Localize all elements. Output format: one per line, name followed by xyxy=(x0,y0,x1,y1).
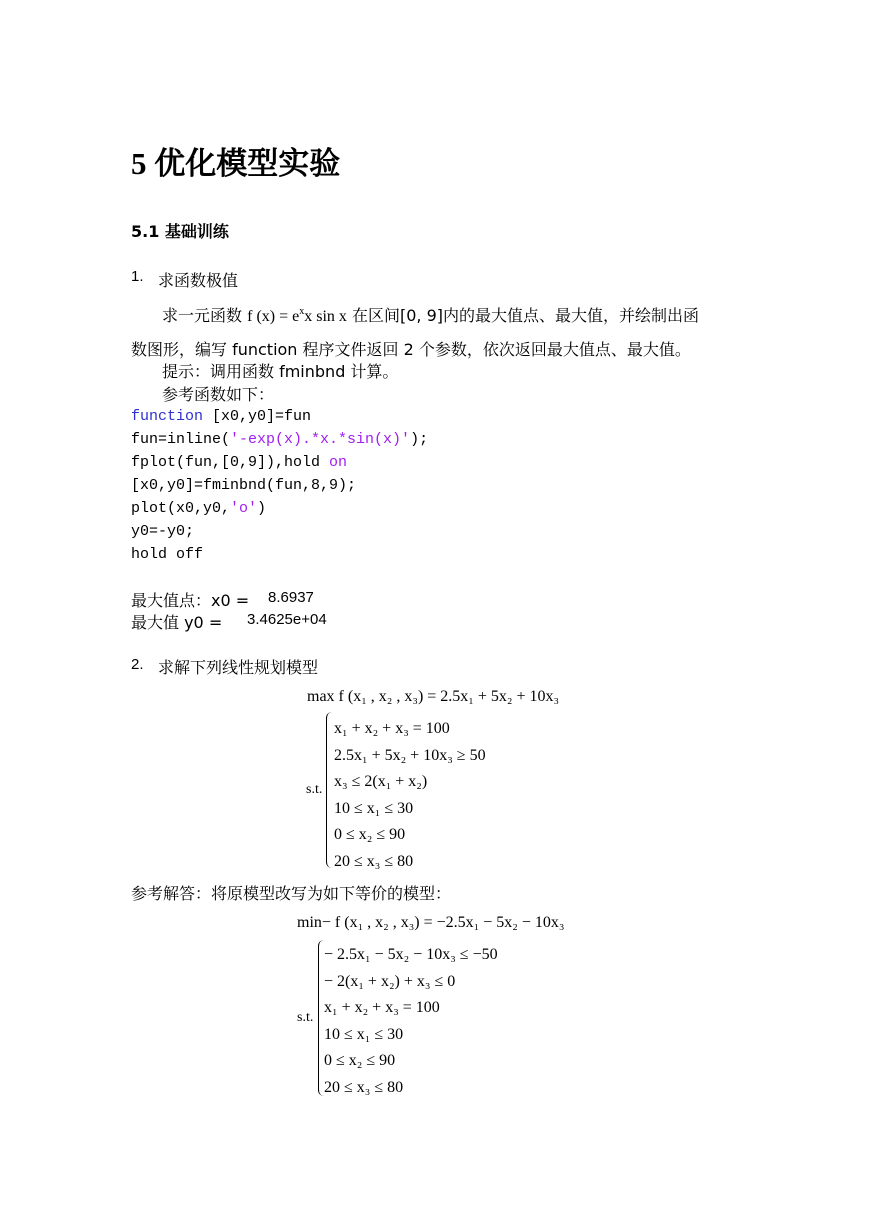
section-title: 5.1 基础训练 xyxy=(131,222,229,241)
code-line-7: hold off xyxy=(131,546,204,563)
q2-st: s.t. xyxy=(306,782,323,797)
code-block xyxy=(131,405,428,566)
q2-objective2: min− f (x₁ , x₂ , x₃) = −2.5x₁ − 5x₂ − 10x₃ xyxy=(297,914,565,931)
q1-line1 xyxy=(162,303,699,326)
code-line-1: function [x0,y0]=fun xyxy=(131,408,312,425)
q2-constraint2: 20 ≤ x₃ ≤ 80 xyxy=(324,1078,404,1096)
q1-title: 求函数极值 xyxy=(158,271,239,290)
result-1 xyxy=(131,588,249,611)
code-line-6: y0=-y0; xyxy=(131,523,195,540)
code-line-3: fplot(fun,[0,9]),hold on xyxy=(131,454,348,471)
q2-constraint: 20 ≤ x₃ ≤ 80 xyxy=(334,852,414,870)
code-line-2: fun=inline('-exp(x).*x.*sin(x)'); xyxy=(131,431,429,448)
q2-constraints2 xyxy=(324,942,498,1101)
q2-st2: s.t. xyxy=(297,1010,314,1025)
q2-constraint2: 0 ≤ x₂ ≤ 90 xyxy=(324,1052,396,1069)
q2-constraint2: − 2.5x₁ − 5x₂ − 10x₃ ≤ −50 xyxy=(324,946,498,963)
q1-hint: 提示：调用函数 fminbnd 计算。 xyxy=(162,362,399,381)
q2-title: 求解下列线性规划模型 xyxy=(158,658,319,677)
result-1-value: 8.6937 xyxy=(268,589,314,606)
chapter-title: 5 优化模型实验 xyxy=(131,146,341,181)
code-line-5: plot(x0,y0,'o') xyxy=(131,500,267,517)
q1-number: 1. xyxy=(131,268,144,285)
code-line-4: [x0,y0]=fminbnd(fun,8,9); xyxy=(131,477,357,494)
q2-ref: 参考解答：将原模型改写为如下等价的模型： xyxy=(131,884,452,903)
q2-constraint: 0 ≤ x₂ ≤ 90 xyxy=(334,826,406,843)
q2-objective: max f (x₁ , x₂ , x₃) = 2.5x₁ + 5x₂ + 10x₃ xyxy=(307,688,560,705)
q2-constraint2: 10 ≤ x₁ ≤ 30 xyxy=(324,1025,404,1043)
q2-constraint2: x₁ + x₂ + x₃ = 100 xyxy=(324,999,440,1016)
q1-formula: f $(x) = e^xx$ sin x xyxy=(247,306,347,325)
q2-constraint2: − 2(x₁ + x₂) + x₃ ≤ 0 xyxy=(324,972,456,990)
q2-constraint: 2.5x₁ + 5x₂ + 10x₃ ≥ 50 xyxy=(334,746,486,764)
q2-constraints xyxy=(334,716,486,875)
q2-constraint: x₁ + x₂ + x₃ = 100 xyxy=(334,720,450,737)
q1-line2: 数图形，编写 function 程序文件返回 2 个参数，依次返回最大值点、最大值。 xyxy=(131,340,691,359)
q2-brace xyxy=(326,712,333,868)
q1-text-b: 在区间[0, 9]内的最大值点、最大值，并绘制出函 xyxy=(351,306,700,325)
q2-constraint: 10 ≤ x₁ ≤ 30 xyxy=(334,799,414,817)
result-2 xyxy=(131,610,222,633)
q2-constraint: x₃ ≤ 2(x₁ + x₂) xyxy=(334,773,428,790)
q1-text-a: 求一元函数 xyxy=(162,306,243,325)
result-2-value: 3.4625e+04 xyxy=(247,611,327,628)
result-2-label: 最大值 y0 = xyxy=(131,613,223,632)
q2-number: 2. xyxy=(131,656,144,673)
result-1-label: 最大值点：x0 = xyxy=(131,591,250,610)
q1-ref: 参考函数如下： xyxy=(162,385,275,404)
